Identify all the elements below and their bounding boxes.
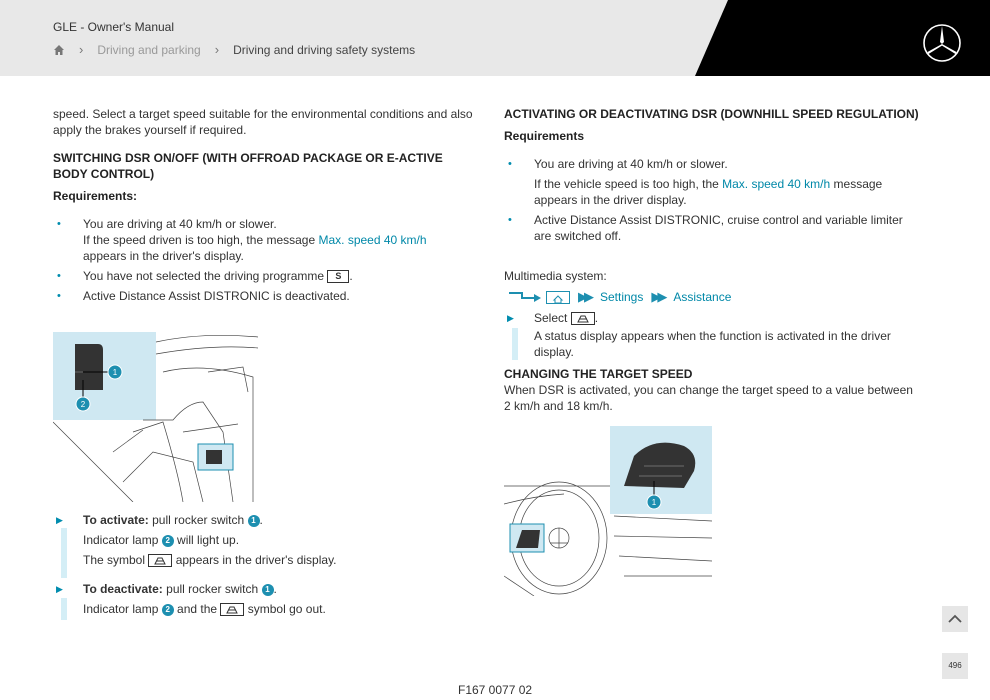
manual-title: GLE - Owner's Manual xyxy=(53,20,175,34)
page-number: 496 xyxy=(942,653,968,679)
double-arrow-icon: ▶▶ xyxy=(651,289,664,304)
callout-2: 2 xyxy=(162,535,174,547)
chevron-right-icon: › xyxy=(79,42,84,57)
change-speed-paragraph: When DSR is activated, you can change the target speed to a value between 2 km/h and 18 km/h. xyxy=(504,383,913,413)
left-steps xyxy=(53,510,473,619)
list-item: • Active Distance Assist DISTRONIC, cruise control and variable limiter are switched off. xyxy=(504,212,919,244)
step-arrow-icon: ▶ xyxy=(56,584,63,594)
home-button-icon[interactable] xyxy=(546,291,570,304)
chevron-up-icon xyxy=(942,606,968,632)
breadcrumb xyxy=(53,42,415,57)
dsr-symbol-icon[interactable] xyxy=(571,312,595,325)
intro-paragraph: speed. Select a target speed suitable for the environmental conditions and also apply the brakes yourself if required. xyxy=(53,107,473,137)
step-arrow-icon: ▶ xyxy=(56,515,63,525)
chevron-right-icon: › xyxy=(214,42,220,57)
section-heading-switching-dsr: SWITCHING DSR ON/OFF (WITH OFFROAD PACKAGE OR E-ACTIVE BODY CONTROL) xyxy=(53,151,443,181)
left-column xyxy=(53,106,473,304)
scroll-to-top-button[interactable] xyxy=(942,606,968,632)
callout-1: 1 xyxy=(651,498,657,507)
step-arrow-icon: ▶ xyxy=(507,313,514,323)
bullet-note: If the speed driven is too high, the message Max. speed 40 km/h appears in the driver's display. xyxy=(83,233,427,263)
callout-2: 2 xyxy=(80,400,86,409)
figure-caption: F167 0077 02 xyxy=(458,683,533,697)
menu-start-arrow-icon xyxy=(508,290,542,304)
message-text: Max. speed 40 km/h xyxy=(722,177,831,191)
list-item: • Active Distance Assist DISTRONIC is deactivated. xyxy=(53,288,473,304)
deactivate-step: ▶ To deactivate: pull rocker switch 1 . xyxy=(53,579,473,599)
right-column xyxy=(504,106,919,414)
home-icon[interactable] xyxy=(53,44,65,56)
deactivate-indicator-note: Indicator lamp 2 and the symbol go out. xyxy=(83,602,326,616)
breadcrumb-current: Driving and driving safety systems xyxy=(233,42,416,57)
requirements-label: Requirements: xyxy=(53,189,138,203)
double-arrow-icon: ▶▶ xyxy=(578,289,590,304)
mercedes-star-logo[interactable] xyxy=(922,23,962,63)
dsr-symbol-icon xyxy=(148,554,172,567)
breadcrumb-driving-and-parking[interactable]: Driving and parking xyxy=(97,42,201,57)
list-item: • You are driving at 40 km/h or slower. xyxy=(504,156,919,172)
activate-step: ▶ To activate: pull rocker switch 1 . xyxy=(53,510,473,530)
select-step: ▶ Select . xyxy=(504,308,919,328)
select-steps xyxy=(504,308,919,360)
dsr-symbol-icon xyxy=(220,603,244,616)
callout-2: 2 xyxy=(162,604,174,616)
menu-settings[interactable]: Settings xyxy=(600,290,644,304)
callout-1: 1 xyxy=(248,515,260,527)
driving-programme-s-key: S xyxy=(327,270,349,283)
bullet-note: If the vehicle speed is too high, the Max. speed 40 km/h message appears in the driver display. xyxy=(534,177,883,207)
callout-1: 1 xyxy=(262,584,274,596)
list-item: • You have not selected the driving programme S . xyxy=(53,268,473,284)
section-heading-changing-speed: CHANGING THE TARGET SPEED xyxy=(504,367,693,381)
menu-assistance[interactable]: Assistance xyxy=(673,290,732,304)
message-text: Max. speed 40 km/h xyxy=(318,233,427,247)
callout-1: 1 xyxy=(112,368,118,377)
menu-path xyxy=(504,288,919,306)
list-item: • You are driving at 40 km/h or slower. xyxy=(53,216,473,232)
section-heading-activating-dsr: ACTIVATING OR DEACTIVATING DSR (DOWNHILL SPEED REGULATION) xyxy=(504,107,919,121)
indicator-note: Indicator lamp 2 will light up. xyxy=(83,533,240,547)
status-note: A status display appears when the function is activated in the driver display. xyxy=(534,329,891,359)
steering-wheel-illustration xyxy=(504,426,712,596)
center-console-illustration xyxy=(53,332,261,502)
requirements-label: Requirements xyxy=(504,129,585,143)
multimedia-label: Multimedia system: xyxy=(504,269,607,283)
symbol-note: The symbol appears in the driver's display. xyxy=(83,553,337,567)
